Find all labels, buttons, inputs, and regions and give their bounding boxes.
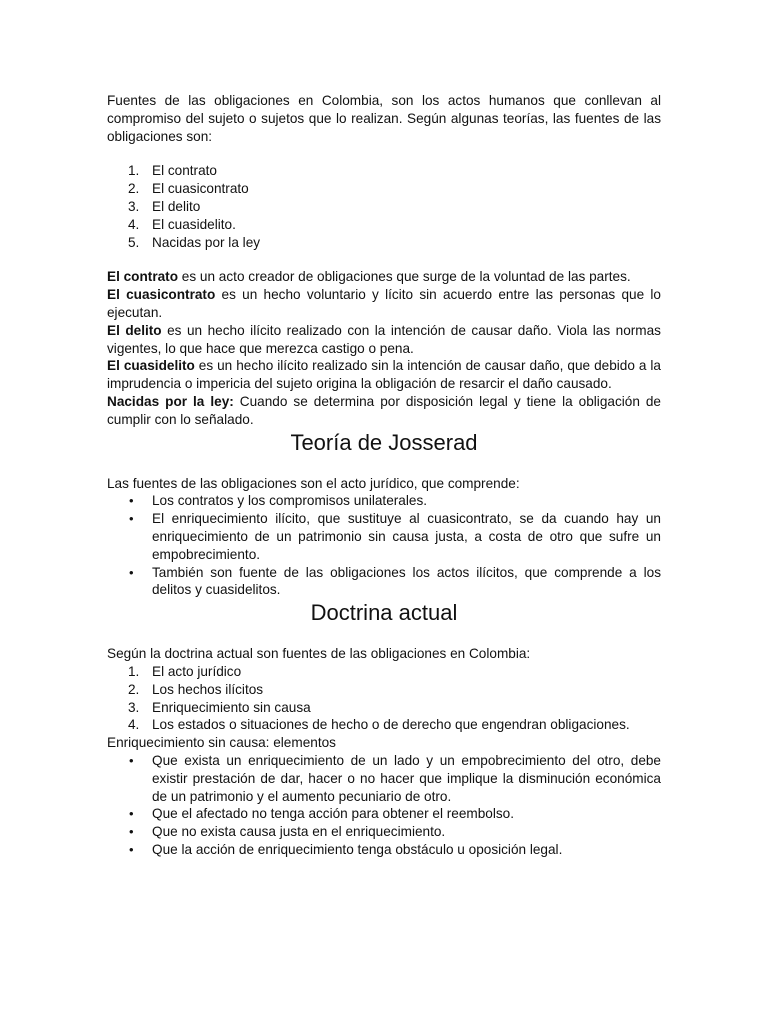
- list-number: 3.: [128, 699, 140, 715]
- list-item-text: Los estados o situaciones de hecho o de derecho que engendran obligaciones.: [152, 717, 630, 733]
- document-body: [107, 92, 661, 859]
- definition-cuasicontrato: [107, 286, 661, 322]
- list-item: [107, 663, 661, 681]
- bullet-icon: •: [129, 841, 134, 857]
- bullet-icon: •: [129, 824, 134, 840]
- doctrine-intro: Según la doctrina actual son fuentes de las obligaciones en Colombia:: [107, 646, 531, 662]
- list-item-text: Que la acción de enriquecimiento tenga obstáculo u oposición legal.: [152, 841, 563, 857]
- list-item: [107, 823, 661, 841]
- theory-heading: Teoría de Josserad: [290, 429, 478, 455]
- list-item-text: El delito: [152, 198, 201, 214]
- list-item: [107, 510, 661, 563]
- list-item: [107, 699, 661, 717]
- list-item: [107, 805, 661, 823]
- definition-contrato: [107, 268, 661, 286]
- definition-text: es un hecho ilícito realizado sin la intención de causar daño, que debido a la imprudencia o impericia del sujeto origina la obligación de resarcir el daño causado.: [107, 358, 661, 392]
- list-item-text: Nacidas por la ley: [152, 234, 261, 250]
- bullet-icon: •: [129, 493, 134, 509]
- list-item-text: Los contratos y los compromisos unilaterales.: [152, 493, 428, 509]
- list-item-text: También son fuente de las obligaciones los actos ilícitos, que comprende a los delitos y cuasidelitos.: [152, 564, 661, 598]
- list-item: [107, 162, 661, 180]
- bullet-icon: •: [129, 511, 134, 527]
- list-item-text: El enriquecimiento ilícito, que sustituye al cuasicontrato, se da cuando hay un enriquecimiento de un patrimonio sin causa justa, a costa de otro que sufre un empobrecimiento.: [152, 511, 661, 562]
- definition-term: El delito: [107, 322, 162, 338]
- list-item: [107, 234, 661, 252]
- list-number: 5.: [128, 234, 140, 250]
- intro-paragraph: Fuentes de las obligaciones en Colombia, son los actos humanos que conllevan al compromiso del sujeto o sujetos que lo realizan. Según algunas teorías, las fuentes de las obligaciones son:: [107, 93, 661, 144]
- list-number: 2.: [128, 681, 140, 697]
- definition-term: El cuasicontrato: [107, 287, 216, 303]
- definition-term: Nacidas por la ley:: [107, 393, 234, 409]
- definition-text: es un hecho ilícito realizado con la intención de causar daño. Viola las normas vigentes, lo que hace que merezca castigo o pena.: [107, 322, 661, 356]
- list-number: 4.: [128, 216, 140, 232]
- bullet-icon: •: [129, 806, 134, 822]
- list-item: [107, 564, 661, 600]
- bullet-icon: •: [129, 752, 134, 768]
- list-number: 1.: [128, 163, 140, 179]
- list-item-text: El cuasicontrato: [152, 181, 249, 197]
- list-item: [107, 216, 661, 234]
- list-item: [107, 716, 661, 734]
- list-item-text: Que el afectado no tenga acción para obtener el reembolso.: [152, 806, 514, 822]
- theory-bullet-list: [107, 492, 661, 599]
- definition-ley: [107, 393, 661, 429]
- definition-text: Cuando se determina por disposición legal y tiene la obligación de cumplir con lo señalado.: [107, 393, 661, 427]
- list-item-text: Los hechos ilícitos: [152, 681, 264, 697]
- list-number: 1.: [128, 663, 140, 679]
- list-number: 2.: [128, 181, 140, 197]
- list-item-text: El contrato: [152, 163, 217, 179]
- doctrine-list: [107, 663, 661, 734]
- bullet-icon: •: [129, 564, 134, 580]
- list-item: [107, 681, 661, 699]
- list-item: [107, 841, 661, 859]
- list-item: [107, 180, 661, 198]
- elements-title: Enriquecimiento sin causa: elementos: [107, 735, 336, 751]
- list-item-text: Que exista un enriquecimiento de un lado y un empobrecimiento del otro, debe existir prestación de dar, hacer o no hacer que implique la disminución económica de un patrimonio y el aumento pecuniario de otro.: [152, 752, 661, 804]
- elements-bullet-list: [107, 752, 661, 859]
- definition-text: es un acto creador de obligaciones que surge de la voluntad de las partes.: [178, 269, 631, 285]
- definition-cuasidelito: [107, 357, 661, 393]
- theory-intro: Las fuentes de las obligaciones son el acto jurídico, que comprende:: [107, 475, 520, 491]
- sources-list: [107, 162, 661, 251]
- definition-text: es un hecho voluntario y lícito sin acuerdo entre las personas que lo ejecutan.: [107, 287, 661, 320]
- definition-term: El cuasidelito: [107, 358, 195, 374]
- list-number: 4.: [128, 717, 140, 733]
- definition-term: El contrato: [107, 269, 178, 285]
- list-item-text: El cuasidelito.: [152, 216, 236, 232]
- list-item: [107, 492, 661, 510]
- list-item: [107, 752, 661, 805]
- definition-delito: [107, 322, 661, 358]
- doctrine-heading: Doctrina actual: [310, 600, 458, 626]
- list-item-text: Enriquecimiento sin causa: [152, 699, 311, 715]
- list-item: [107, 198, 661, 216]
- list-item-text: El acto jurídico: [152, 663, 242, 679]
- list-item-text: Que no exista causa justa en el enriquecimiento.: [152, 824, 446, 840]
- list-number: 3.: [128, 198, 140, 214]
